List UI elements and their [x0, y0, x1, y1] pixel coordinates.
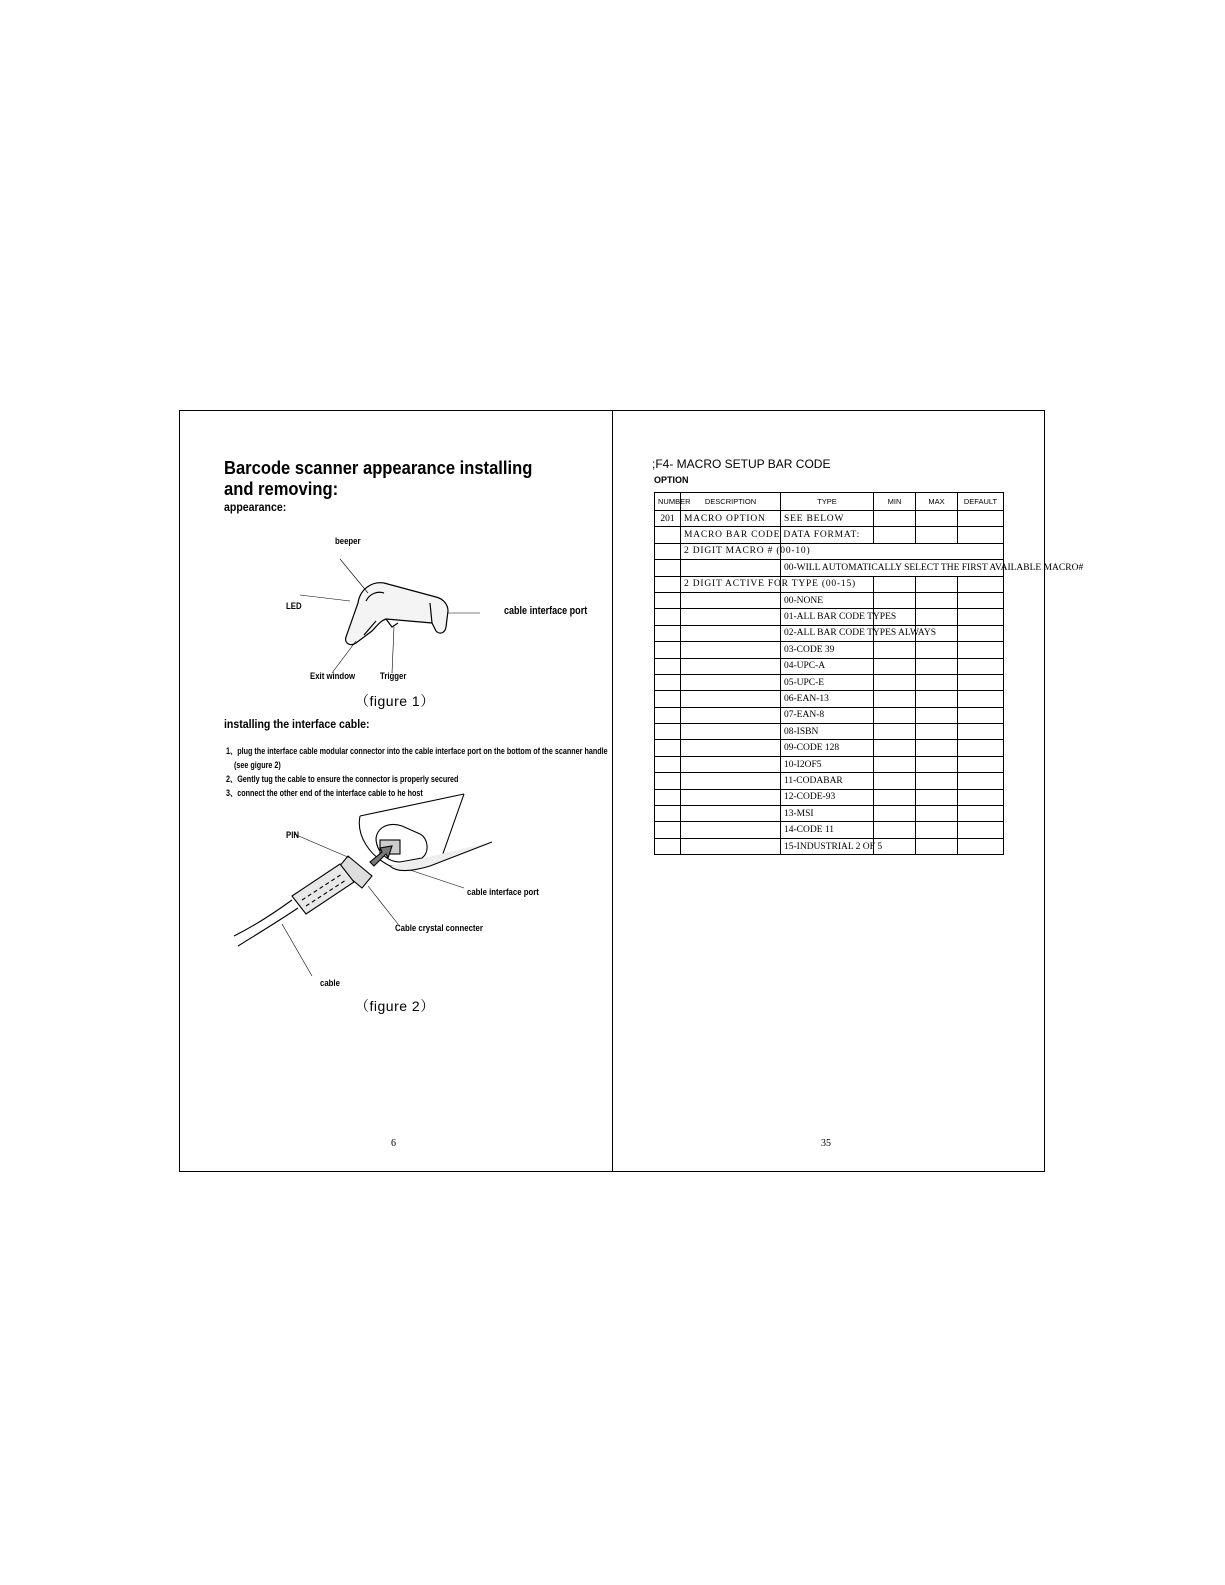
table-row	[655, 822, 1004, 838]
figure-1-caption: （figure 1）	[355, 693, 435, 709]
cell-default	[958, 642, 1004, 658]
cell-description	[681, 789, 781, 805]
label-beeper: beeper	[335, 536, 361, 547]
page-title: Barcode scanner appearance installing and removing:	[224, 458, 533, 499]
cell-number	[655, 838, 681, 854]
table-header-row	[655, 493, 1004, 511]
cell-default	[958, 592, 1004, 608]
cell-max	[916, 707, 958, 723]
cell-min	[874, 592, 916, 608]
cell-description	[681, 756, 781, 772]
cell-min	[874, 576, 916, 592]
install-heading: installing the interface cable:	[224, 717, 370, 731]
table-row	[655, 674, 1004, 690]
cell-min	[874, 707, 916, 723]
cell-min	[874, 691, 916, 707]
label-trigger: Trigger	[380, 671, 407, 682]
cell-type: 03-CODE 39	[781, 642, 874, 658]
cell-default	[958, 806, 1004, 822]
option-label: OPTION	[654, 475, 689, 485]
cell-description: 2 DIGIT ACTIVE FOR TYPE (00-15)	[681, 576, 781, 592]
cell-number	[655, 642, 681, 658]
cell-default	[958, 576, 1004, 592]
step-1-note: (see gigure 2)	[234, 760, 281, 770]
cell-type: 10-I2OF5	[781, 756, 874, 772]
cell-description	[681, 658, 781, 674]
cell-max	[916, 674, 958, 690]
cell-type: 02-ALL BAR CODE TYPES ALWAYS	[781, 625, 874, 641]
cell-number: 201	[655, 511, 681, 527]
table-row	[655, 560, 1004, 576]
cell-description	[681, 707, 781, 723]
table-row	[655, 592, 1004, 608]
cell-max	[916, 822, 958, 838]
cell-type: SEE BELOW	[781, 511, 874, 527]
cell-number	[655, 658, 681, 674]
cell-number	[655, 806, 681, 822]
cell-type: 08-ISBN	[781, 724, 874, 740]
cell-min	[874, 806, 916, 822]
cell-type: 07-EAN-8	[781, 707, 874, 723]
table-row	[655, 625, 1004, 641]
cell-max	[916, 527, 958, 543]
cell-number	[655, 740, 681, 756]
cell-description	[681, 560, 781, 576]
cell-number	[655, 543, 681, 559]
install-steps	[226, 744, 608, 800]
cell-min	[874, 658, 916, 674]
cell-min	[874, 527, 916, 543]
page-number-left: 6	[391, 1138, 396, 1149]
cell-number	[655, 576, 681, 592]
cell-default	[958, 724, 1004, 740]
figure-2-caption: （figure 2）	[355, 998, 435, 1014]
cell-default	[958, 822, 1004, 838]
cell-default	[958, 691, 1004, 707]
cell-number	[655, 724, 681, 740]
page-number-right: 35	[821, 1138, 831, 1149]
cell-description	[681, 838, 781, 854]
cell-min	[874, 789, 916, 805]
table-row	[655, 642, 1004, 658]
macro-setup-table	[654, 492, 1084, 855]
table-row	[655, 576, 1004, 592]
cell-min	[874, 642, 916, 658]
table-row	[655, 756, 1004, 772]
cell-number	[655, 592, 681, 608]
cell-default	[958, 838, 1004, 854]
cell-number	[655, 609, 681, 625]
cell-number	[655, 707, 681, 723]
step-3: 3、connect the other end of the interface cable to he host	[226, 788, 423, 798]
table-row	[655, 707, 1004, 723]
cell-type: 09-CODE 128	[781, 740, 874, 756]
cell-max	[916, 511, 958, 527]
appearance-heading: appearance:	[224, 500, 287, 514]
table-row	[655, 658, 1004, 674]
cell-description	[681, 773, 781, 789]
table-row	[655, 609, 1004, 625]
cell-max	[916, 658, 958, 674]
cell-max	[916, 724, 958, 740]
cell-number	[655, 773, 681, 789]
cell-default	[958, 740, 1004, 756]
cell-default	[958, 609, 1004, 625]
cell-max	[916, 838, 958, 854]
header-type: TYPE	[781, 493, 874, 511]
cell-max	[916, 609, 958, 625]
cell-type: 00-NONE	[781, 592, 874, 608]
cell-max	[916, 789, 958, 805]
table-row	[655, 838, 1004, 854]
cell-description	[681, 740, 781, 756]
header-description: DESCRIPTION	[681, 493, 781, 511]
table-row	[655, 691, 1004, 707]
left-page	[180, 411, 612, 1171]
cell-type: 04-UPC-A	[781, 658, 874, 674]
cell-type: 01-ALL BAR CODE TYPES	[781, 609, 874, 625]
cell-description	[681, 691, 781, 707]
cell-default	[958, 511, 1004, 527]
cell-number	[655, 560, 681, 576]
cell-description	[681, 724, 781, 740]
step-1: 1、plug the interface cable modular connector into the cable interface port on the bottom of the scanner handle	[226, 746, 608, 756]
cell-description	[681, 822, 781, 838]
table-row	[655, 543, 1004, 559]
label-cable: cable	[320, 978, 340, 989]
cell-description: MACRO BAR CODE DATA FORMAT:	[681, 527, 781, 543]
cell-min	[874, 724, 916, 740]
cell-number	[655, 756, 681, 772]
cell-number	[655, 789, 681, 805]
cell-type: 00-WILL AUTOMATICALLY SELECT THE FIRST AVAILABLE MACRO#	[781, 560, 1004, 576]
cell-min	[874, 822, 916, 838]
cell-max	[916, 576, 958, 592]
header-default: DEFAULT	[958, 493, 1004, 511]
cell-description	[681, 625, 781, 641]
cell-max	[916, 691, 958, 707]
cell-description	[681, 806, 781, 822]
cell-number	[655, 625, 681, 641]
cell-min	[874, 756, 916, 772]
cell-type: 13-MSI	[781, 806, 874, 822]
table-row	[655, 789, 1004, 805]
cell-max	[916, 756, 958, 772]
label-cable-crystal-connecter: Cable crystal connecter	[395, 923, 483, 934]
header-max: MAX	[916, 493, 958, 511]
header-min: MIN	[874, 493, 916, 511]
cell-max	[916, 806, 958, 822]
cell-default	[958, 674, 1004, 690]
cell-min	[874, 511, 916, 527]
cell-type: 12-CODE-93	[781, 789, 874, 805]
table-row	[655, 724, 1004, 740]
figure-2-cable-illustration	[230, 796, 560, 1006]
manual-spread	[179, 410, 1084, 1172]
cell-min	[874, 740, 916, 756]
label-led: LED	[286, 601, 302, 612]
table-row	[655, 511, 1004, 527]
cell-default	[958, 527, 1004, 543]
cell-max	[916, 592, 958, 608]
cell-type: 06-EAN-13	[781, 691, 874, 707]
table-row	[655, 806, 1004, 822]
cell-max	[916, 642, 958, 658]
cell-type: 15-INDUSTRIAL 2 OF 5	[781, 838, 874, 854]
table-row	[655, 773, 1004, 789]
cell-description: 2 DIGIT MACRO # (00-10)	[681, 543, 781, 559]
cell-default	[958, 658, 1004, 674]
cell-description: MACRO OPTION	[681, 511, 781, 527]
cell-number	[655, 674, 681, 690]
cell-type: 14-CODE 11	[781, 822, 874, 838]
cell-number	[655, 822, 681, 838]
right-page	[613, 411, 1084, 1171]
cell-default	[958, 756, 1004, 772]
cell-default	[958, 773, 1004, 789]
cell-number	[655, 691, 681, 707]
cell-min	[874, 773, 916, 789]
step-2: 2、Gently tug the cable to ensure the connector is properly secured	[226, 774, 459, 784]
cell-default	[958, 707, 1004, 723]
table-row	[655, 527, 1004, 543]
cell-max	[916, 773, 958, 789]
header-number: NUMBER	[655, 493, 681, 511]
cell-description	[681, 642, 781, 658]
label-cable-interface-port-2: cable interface port	[467, 887, 539, 898]
table-row	[655, 740, 1004, 756]
cell-description	[681, 592, 781, 608]
label-cable-interface-port: cable interface port	[504, 605, 588, 617]
cell-type: 05-UPC-E	[781, 674, 874, 690]
cell-default	[958, 789, 1004, 805]
cell-max	[916, 740, 958, 756]
cell-description	[681, 609, 781, 625]
label-exit-window: Exit window	[310, 671, 356, 682]
cell-default	[958, 625, 1004, 641]
cell-type: 11-CODABAR	[781, 773, 874, 789]
section-title: ;F4- MACRO SETUP BAR CODE	[652, 457, 831, 471]
cell-type	[781, 543, 1004, 559]
label-pin: PIN	[286, 830, 299, 841]
cell-number	[655, 527, 681, 543]
cell-description	[681, 674, 781, 690]
cell-min	[874, 674, 916, 690]
